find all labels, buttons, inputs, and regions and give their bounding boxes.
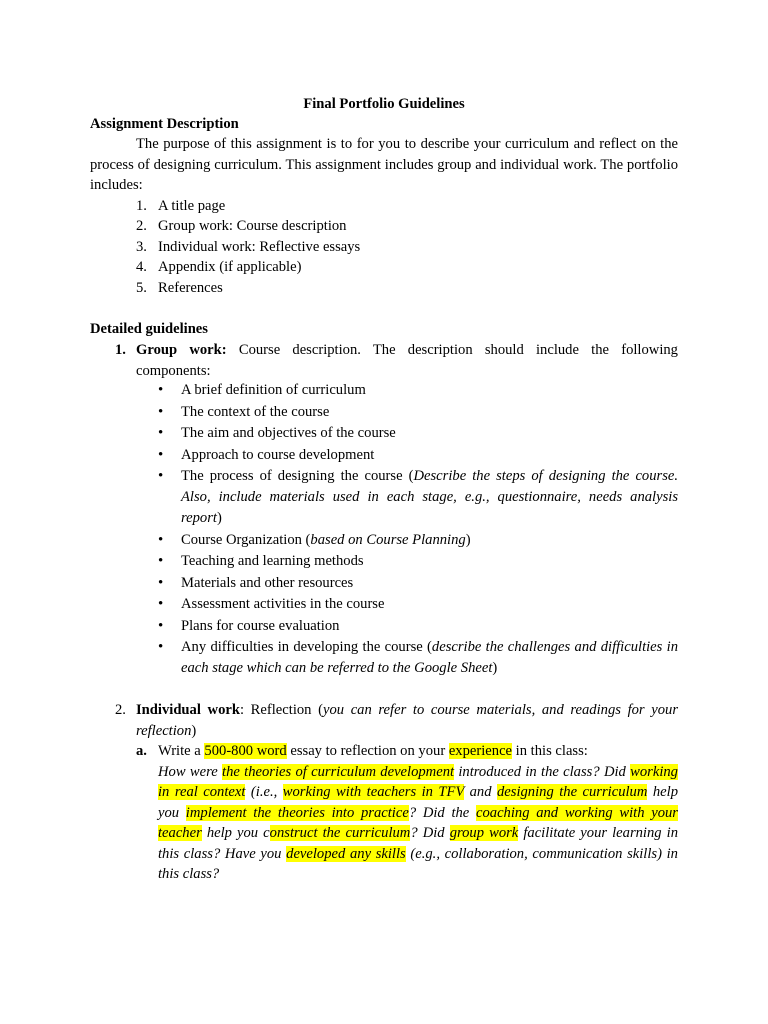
section-number: 2. bbox=[115, 702, 126, 718]
section-number: 1. bbox=[115, 342, 126, 358]
list-item: • Any difficulties in developing the course (describe the challenges and difficulties in each stage which can be referred to the Google Sheet) bbox=[158, 637, 678, 679]
group-work-section bbox=[115, 340, 678, 381]
document-title: Final Portfolio Guidelines bbox=[303, 96, 465, 112]
list-item: • The process of designing the course (Describe the steps of designing the course. Also, include materials used in each stage, e.g., questionnaire, needs analysis report) bbox=[158, 466, 678, 529]
list-item: 1. A title page bbox=[136, 198, 226, 214]
assignment-paragraph: The purpose of this assignment is to for you to describe your curriculum and reflect on the process of designing curriculum. This assignment includes group and individual work. The portfolio includes: bbox=[90, 136, 678, 193]
reflection-questions: How were the theories of curriculum development introduced in the class? Did working in real context (i.e., working with teachers in TFV and designing the curriculum help you implement the theories into practice? Did the coaching and working with your teacher help you construct the curriculum? Did group work facilitate your learning in this class? Have you developed any skills (e.g., collaboration, communication skills) in this class? bbox=[158, 763, 679, 882]
list-item: • Assessment activities in the course bbox=[158, 594, 678, 615]
list-item: • The aim and objectives of the course bbox=[158, 423, 678, 444]
assignment-heading: Assignment Description bbox=[90, 116, 239, 132]
group-work-text: Course description. The description should include the following components: bbox=[136, 342, 678, 379]
individual-work-section: 2. Individual work: Reflection (you can refer to course materials, and readings for your reflection) bbox=[115, 702, 679, 739]
list-item: • Approach to course development bbox=[158, 445, 678, 466]
essay-prompt: Write a 500-800 word essay to reflection on your experience in this class: bbox=[158, 743, 588, 759]
group-work-label: Group work: bbox=[136, 342, 227, 358]
list-item: 5. References bbox=[136, 280, 223, 296]
list-item: • Materials and other resources bbox=[158, 573, 678, 594]
sub-item-label: a. bbox=[136, 743, 147, 759]
list-item: • Plans for course evaluation bbox=[158, 616, 678, 637]
list-item: • The context of the course bbox=[158, 402, 678, 423]
list-item: • A brief definition of curriculum bbox=[158, 380, 678, 401]
list-item: 4. Appendix (if applicable) bbox=[136, 259, 302, 275]
list-item: • Course Organization (based on Course Planning) bbox=[158, 530, 678, 551]
list-item: 2. Group work: Course description bbox=[136, 218, 347, 234]
list-item: • Teaching and learning methods bbox=[158, 551, 678, 572]
detailed-heading: Detailed guidelines bbox=[90, 321, 208, 337]
list-item: 3. Individual work: Reflective essays bbox=[136, 239, 361, 255]
individual-work-label: Individual work bbox=[136, 702, 240, 718]
component-bullet-list bbox=[158, 380, 678, 680]
essay-instructions bbox=[136, 741, 678, 885]
